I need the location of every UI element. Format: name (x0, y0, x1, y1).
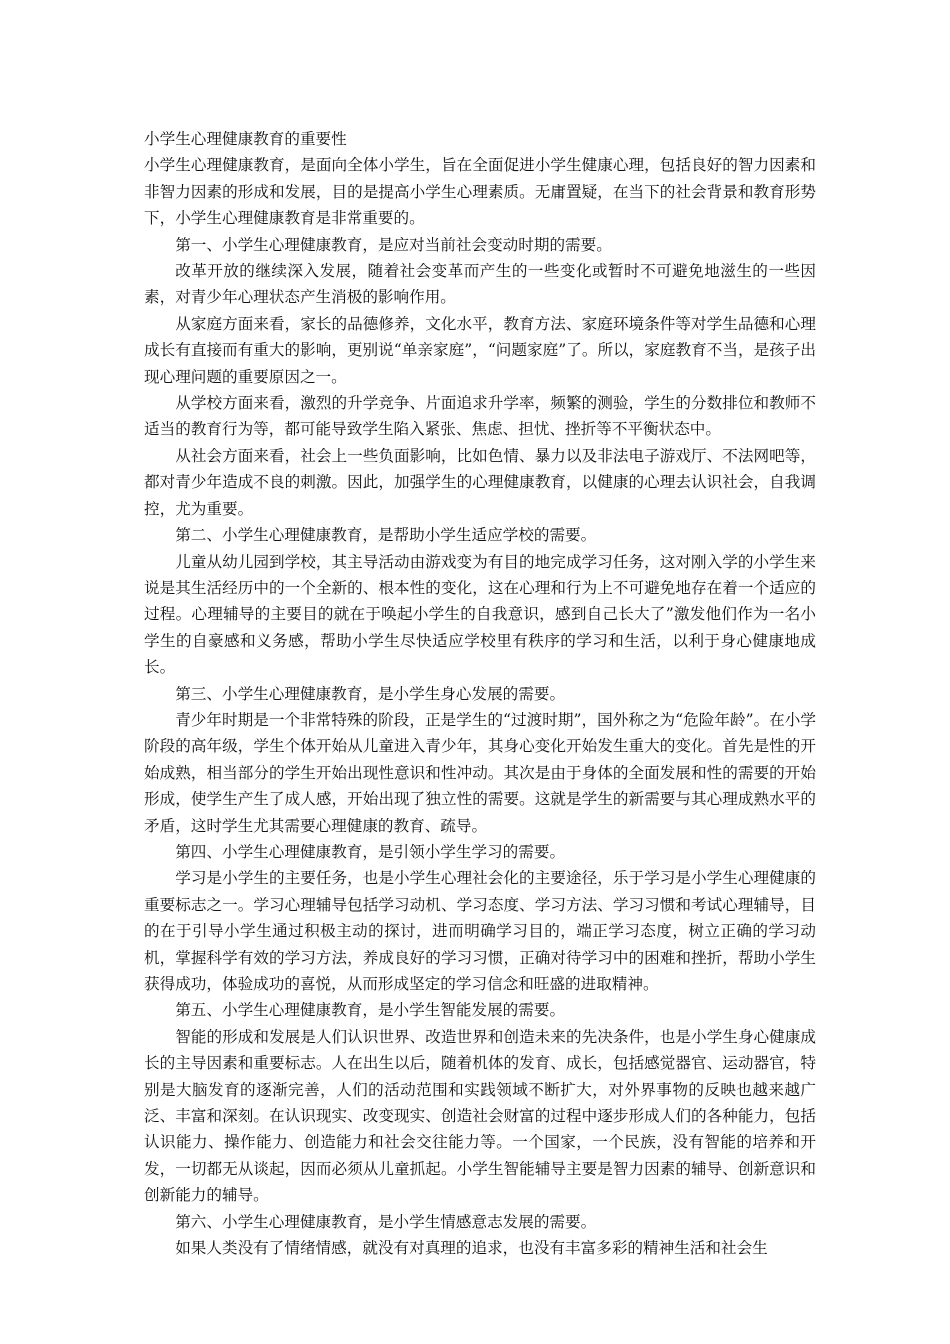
body-paragraph: 青少年时期是一个非常特殊的阶段，正是学生的“过渡时期”，国外称之为“危险年龄”。在小学阶段的高年级，学生个体开始从儿童进入青少年，其身心变化开始发生重大的变化。首先是性的开始成熟，相当部分的学生开始出现性意识和性冲动。其次是由于身体的全面发展和性的需要的开始形成，使学生产生了成人感，开始出现了独立性的需要。这就是学生的新需要与其心理成熟水平的矛盾，这时学生尤其需要心理健康的教育、疏导。 (144, 710, 816, 835)
body-paragraph: 从社会方面来看，社会上一些负面影响，比如色情、暴力以及非法电子游戏厅、不法网吧等，都对青少年造成不良的刺激。因此，加强学生的心理健康教育，以健康的心理去认识社会，自我调控，尤为重要。 (144, 446, 816, 518)
body-paragraph: 如果人类没有了情绪情感，就没有对真理的追求，也没有丰富多彩的精神生活和社会生 (175, 1239, 768, 1258)
section-heading-3: 第三、小学生心理健康教育，是小学生身心发展的需要。 (175, 684, 566, 703)
document-title: 小学生心理健康教育的重要性 (144, 130, 347, 148)
body-paragraph: 儿童从幼儿园到学校，其主导活动由游戏变为有目的地完成学习任务，这对刚入学的小学生来说是其生活经历中的一个全新的、根本性的变化，这在心理和行为上不可避免地存在着一个适应的过程。心理辅导的主要目的就在于唤起小学生的自我意识，感到自己长大了”激发他们作为一名小学生的自豪感和义务感，帮助小学生尽快适应学校里有秩序的学习和生活，以利于身心健康地成长。 (144, 552, 816, 677)
body-paragraph: 从家庭方面来看，家长的品德修养，文化水平，教育方法、家庭环境条件等对学生品德和心理成长有直接而有重大的影响，更别说“单亲家庭”，“问题家庭”了。所以，家庭教育不当，是孩子出现心理问题的重要原因之一。 (144, 314, 816, 386)
body-paragraph: 改革开放的继续深入发展，随着社会变革而产生的一些变化或暂时不可避免地滋生的一些因素，对青少年心理状态产生消极的影响作用。 (144, 262, 816, 307)
section-heading-4: 第四、小学生心理健康教育，是引领小学生学习的需要。 (175, 842, 566, 861)
body-paragraph: 学习是小学生的主要任务，也是小学生心理社会化的主要途径，乐于学习是小学生心理健康的重要标志之一。学习心理辅导包括学习动机、学习态度、学习方法、学习习惯和考试心理辅导，目的在于引导小学生通过积极主动的探讨，进而明确学习目的，端正学习态度，树立正确的学习动机，掌握科学有效的学习方法，养成良好的学习习惯，正确对待学习中的困难和挫折，帮助小学生获得成功，体验成功的喜悦，从而形成坚定的学习信念和旺盛的进取精神。 (144, 869, 816, 993)
section-heading-5: 第五、小学生心理健康教育，是小学生智能发展的需要。 (175, 1001, 566, 1020)
document-page (144, 126, 816, 1261)
intro-paragraph: 小学生心理健康教育，是面向全体小学生，旨在全面促进小学生健康心理，包括良好的智力因素和非智力因素的形成和发展，目的是提高小学生心理素质。无庸置疑，在当下的社会背景和教育形势下，小学生心理健康教育是非常重要的。 (144, 156, 816, 228)
body-paragraph: 智能的形成和发展是人们认识世界、改造世界和创造未来的先决条件，也是小学生身心健康成长的主导因素和重要标志。人在出生以后，随着机体的发育、成长，包括感觉器官、运动器官，特别是大脑发育的逐渐完善，人们的活动范围和实践领域不断扩大，对外界事物的反映也越来越广泛、丰富和深刻。在认识现实、改变现实、创造社会财富的过程中逐步形成人们的各种能力，包括认识能力、操作能力、创造能力和社会交往能力等。一个国家，一个民族，没有智能的培养和开发，一切都无从谈起，因而必须从儿童抓起。小学生智能辅导主要是智力因素的辅导、创新意识和创新能力的辅导。 (144, 1027, 816, 1205)
section-heading-1: 第一、小学生心理健康教育，是应对当前社会变动时期的需要。 (175, 235, 612, 254)
body-paragraph: 从学校方面来看，激烈的升学竞争、片面追求升学率，频繁的测验，学生的分数排位和教师不适当的教育行为等，都可能导致学生陷入紧张、焦虑、担忧、挫折等不平衡状态中。 (144, 394, 816, 439)
section-heading-6: 第六、小学生心理健康教育，是小学生情感意志发展的需要。 (175, 1212, 597, 1231)
section-heading-2: 第二、小学生心理健康教育，是帮助小学生适应学校的需要。 (175, 526, 597, 545)
